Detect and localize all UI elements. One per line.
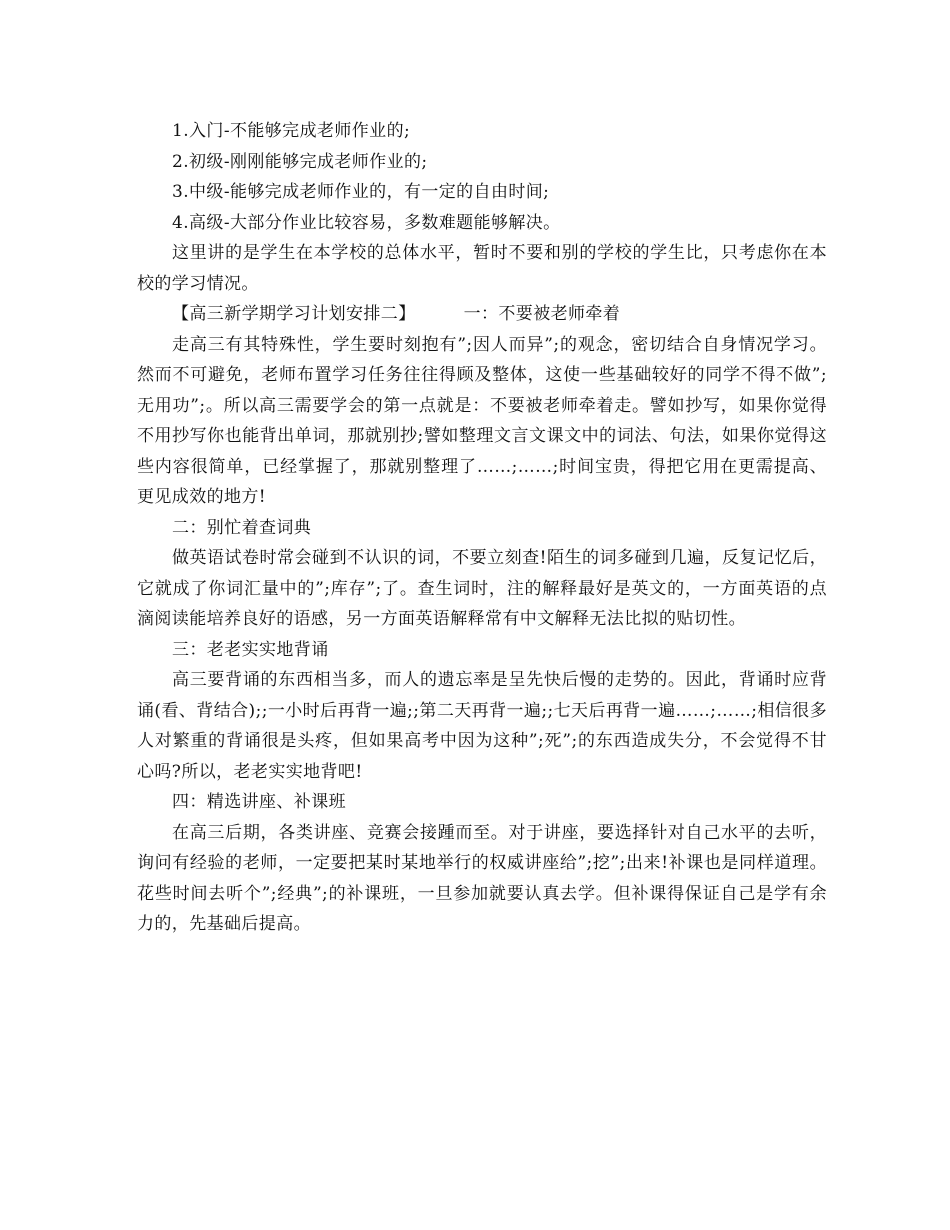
section-1-heading: 一：不要被老师牵着 — [463, 304, 621, 324]
plan-title: 【高三新学期学习计划安排二】 — [172, 304, 416, 324]
list-item-2: 2.初级-刚刚能够完成老师作业的; — [172, 151, 428, 172]
plan-title-line — [137, 299, 827, 330]
document-body — [137, 116, 827, 940]
level-note-paragraph: 这里讲的是学生在本学校的总体水平，暂时不要和别的学校的学生比，只考虑你在本校的学习情况。 — [137, 243, 827, 294]
section-2-paragraph: 做英语试卷时常会碰到不认识的词，不要立刻查!陌生的词多碰到几遍，反复记忆后，它就成了你词汇量中的”;库存”;了。查生词时，注的解释最好是英文的，一方面英语的点滴阅读能培养良好的语感，另一方面英语解释常有中文解释无法比拟的贴切性。 — [137, 548, 827, 629]
section-4-heading: 四：精选讲座、补课班 — [172, 792, 346, 812]
section-3-paragraph: 高三要背诵的东西相当多，而人的遗忘率是呈先快后慢的走势的。因此，背诵时应背诵(看、背结合);;一小时后再背一遍;;第二天再背一遍;;七天后再背一遍……;……;相信很多人对繁重的背诵很是头疼，但如果高考中因为这种”;死”;的东西造成失分，不会觉得不甘心吗?所以，老老实实地背吧! — [137, 670, 827, 782]
list-item-3: 3.中级-能够完成老师作业的，有一定的自由时间; — [172, 182, 550, 202]
section-3-heading: 三：老老实实地背诵 — [172, 639, 329, 660]
section-2-heading: 二：别忙着查词典 — [172, 517, 312, 538]
section-4-paragraph: 在高三后期，各类讲座、竞赛会接踵而至。对于讲座，要选择针对自己水平的去听，询问有经验的老师，一定要把某时某地举行的权威讲座给”;挖”;出来!补课也是同样道理。花些时间去听个”;经典”;的补课班，一旦参加就要认真去学。但补课得保证自己是学有余力的，先基础后提高。 — [137, 822, 827, 934]
list-item-1: 1.入门-不能够完成老师作业的; — [172, 121, 411, 141]
section-1-paragraph: 走高三有其特殊性，学生要时刻抱有”;因人而异”;的观念，密切结合自身情况学习。然而不可避免，老师布置学习任务往往得顾及整体，这使一些基础较好的同学不得不做”;无用功”;。所以高三需要学会的第一点就是：不要被老师牵着走。譬如抄写，如果你觉得不用抄写你也能背出单词，那就别抄;譬如整理文言文课文中的词法、句法，如果你觉得这些内容很简单，已经掌握了，那就别整理了……;……;时间宝贵，得把它用在更需提高、更见成效的地方! — [137, 334, 827, 507]
list-item-4: 4.高级-大部分作业比较容易，多数难题能够解决。 — [172, 212, 561, 233]
